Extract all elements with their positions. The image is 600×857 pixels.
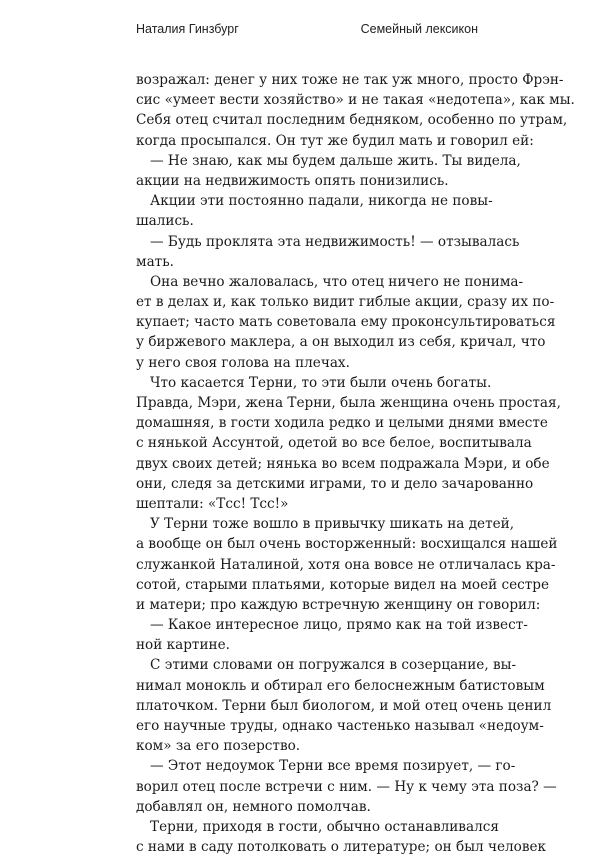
text-line: — Будь проклята эта недвижимость! — отзывалась [150,233,520,250]
text-line: сис «умеет вести хозяйство» и не такая «недотепа», как мы. [136,92,575,109]
running-header [136,22,478,40]
text-line: они, следя за детскими играми, то и дело зачарованно [136,475,534,492]
text-line: у биржевого маклера, а он выходил из себя, кричал, что [136,334,546,351]
text-line: сотой, старыми платьями, которые видел на моей сестре [136,576,550,593]
text-line: нимал монокль и обтирал его белоснежным батистовым [136,677,545,694]
text-line: ной картине. [136,637,230,654]
text-line: добавлял он, немного помолчав. [136,798,371,815]
text-line: Правда, Мэри, жена Терни, была женщина очень простая, [136,395,561,411]
text-line: шептали: «Тсс! Тсс!» [136,495,289,512]
text-line: когда просыпался. Он тут же будил мать и говорил ей: [136,132,534,149]
text-line: двух своих детей; нянька во всем подражала Мэри, и обе [136,455,550,472]
text-line: мать. [136,253,174,270]
text-line: возражал: денег у них тоже не так уж много, просто Фрэн- [136,72,564,88]
text-line: домашняя, в гости ходила редко и целыми днями вместе [136,415,548,432]
text-line: и матери; про каждую встречную женщину он говорил: [136,596,541,613]
text-line: шались. [136,213,194,230]
text-line: Терни, приходя в гости, обычно останавливался [150,818,499,835]
text-line: его научные труды, однако частенько называл «недоум- [136,718,544,734]
text-line: С этими словами он погружался в созерцание, вы- [150,657,517,674]
text-line: ворил отец после встречи с ним. — Ну к чему эта поза? — [136,778,557,795]
text-line: с нянькой Ассунтой, одетой во все белое, воспитывала [136,435,532,452]
text-line: у него своя голова на плечах. [136,354,350,371]
text-line: с нами в саду потолковать о литературе; он был человек [136,839,547,856]
text-line: — Какое интересное лицо, прямо как на той извест- [150,617,528,634]
text-line: ет в делах и, как только видит гиблые акции, сразу их по- [136,294,555,311]
header-author: Наталия Гинзбург [136,22,239,36]
text-line: — Этот недоумок Терни все время позирует, — го- [150,758,516,775]
text-line: купает; часто мать советовала ему проконсультироваться [136,314,556,331]
header-book-title: Семейный лексикон [360,22,478,36]
body-text [136,70,575,857]
text-line: служанкой Наталиной, хотя она вовсе не отличалась кра- [136,556,556,573]
text-line: а вообще он был очень восторженный: восхищался нашей [136,536,558,553]
text-line: У Терни тоже вошло в привычку шикать на детей, [150,516,515,533]
text-line: акции на недвижимость опять понизились. [136,172,449,189]
text-line: Что касается Терни, то эти были очень богаты. [150,374,492,391]
text-line: платочком. Терни был биологом, и мой отец очень ценил [136,697,552,714]
text-line: ком» за его позерство. [136,738,301,755]
text-line: Она вечно жаловалась, что отец ничего не понима- [150,273,524,290]
text-line: — Не знаю, как мы будем дальше жить. Ты видела, [150,152,521,169]
text-line: Акции эти постоянно падали, никогда не повы- [150,193,493,210]
text-line: Себя отец считал последним бедняком, особенно по утрам, [136,112,568,129]
